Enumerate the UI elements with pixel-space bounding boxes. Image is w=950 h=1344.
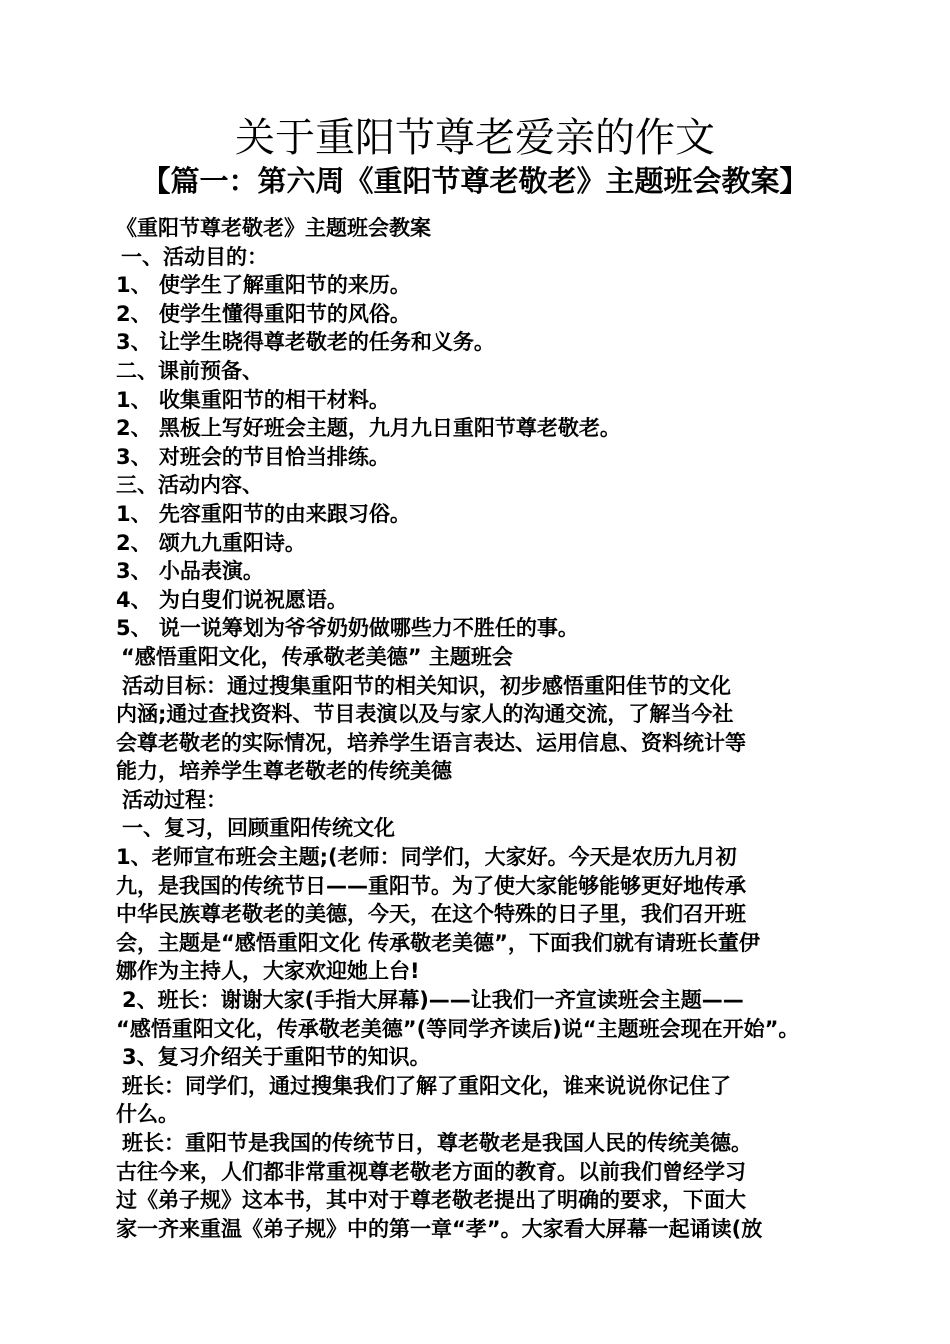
document-body [116, 214, 838, 1243]
section-heading: 《重阳节尊老敬老》主题班会教案 [116, 216, 431, 240]
section-heading: 三、活动内容、 [116, 473, 263, 498]
list-item: 2、 颂九九重阳诗。 [116, 530, 306, 555]
list-item: 4、 为白叟们说祝愿语。 [116, 587, 348, 612]
list-item: 3、 小品表演。 [116, 559, 264, 584]
paragraph-line: 中华民族尊老敬老的美德，今天，在这个特殊的日子里，我们召开班 [116, 902, 746, 927]
paragraph-line: 家一齐来重温《弟子规》中的第一章“孝”。大家看大屏幕一起诵读(放 [116, 1216, 763, 1241]
paragraph-line: “感悟重阳文化，传承敬老美德”(等同学齐读后)说“主题班会现在开始”。 [116, 1016, 800, 1041]
paragraph-line: 娜作为主持人，大家欢迎她上台! [116, 959, 420, 984]
paragraph-line: 会尊老敬老的实际情况，培养学生语言表达、运用信息、资料统计等 [116, 730, 746, 755]
paragraph-line: 能力，培养学生尊老敬老的传统美德 [116, 759, 452, 784]
paragraph-line: 会，主题是“感悟重阳文化 传承敬老美德”，下面我们就有请班长董伊 [116, 930, 760, 955]
list-item: 1、 收集重阳节的相干材料。 [116, 387, 390, 412]
paragraph-line: 九，是我国的传统节日——重阳节。为了使大家能够能够更好地传承 [116, 873, 746, 898]
paragraph-line: 3、复习介绍关于重阳节的知识。 [122, 1045, 431, 1070]
paragraph-line: 活动目标：通过搜集重阳节的相关知识，初步感悟重阳佳节的文化 [122, 673, 731, 698]
list-item: 2、 使学生懂得重阳节的风俗。 [116, 301, 411, 326]
section-heading: 活动过程： [122, 787, 227, 812]
document-title: 关于重阳节尊老爱亲的作文 [235, 115, 715, 161]
list-item: 5、 说一说筹划为爷爷奶奶做哪些力不胜任的事。 [116, 616, 579, 641]
paragraph-line: 班长：同学们，通过搜集我们了解了重阳文化，谁来说说你记住了 [122, 1073, 731, 1098]
list-item: 1、 使学生了解重阳节的来历。 [116, 273, 411, 298]
paragraph-line: 1、老师宣布班会主题;(老师：同学们，大家好。今天是农历九月初 [116, 845, 737, 870]
paragraph-line: 过《弟子规》这本书，其中对于尊老敬老提出了明确的要求，下面大 [116, 1188, 746, 1213]
list-item: 2、 黑板上写好班会主题，九月九日重阳节尊老敬老。 [116, 416, 621, 441]
list-item: 1、 先容重阳节的由来跟习俗。 [116, 501, 411, 526]
list-item: 3、 让学生晓得尊老敬老的任务和义务。 [116, 330, 495, 355]
section-heading: 二、课前预备、 [116, 358, 263, 383]
paragraph-line: 内涵;通过查找资料、节目表演以及与家人的沟通交流，了解当今社 [116, 702, 734, 727]
paragraph-line: 2、班长：谢谢大家(手指大屏幕)——让我们一齐宣读班会主题—— [122, 988, 744, 1013]
paragraph-line: 什么。 [116, 1102, 179, 1127]
paragraph-line: 班长：重阳节是我国的传统节日，尊老敬老是我国人民的传统美德。 [122, 1131, 752, 1155]
document-subtitle: 【篇一：第六周《重阳节尊老敬老》主题班会教案】 [141, 164, 809, 198]
list-item: 3、 对班会的节目恰当排练。 [116, 444, 390, 469]
section-heading: 一、复习，回顾重阳传统文化 [122, 816, 395, 841]
section-heading: 一、活动目的： [121, 244, 268, 269]
section-heading: “感悟重阳文化，传承敬老美德” 主题班会 [121, 644, 513, 669]
paragraph-line: 古往今来，人们都非常重视尊老敬老方面的教育。以前我们曾经学习 [116, 1159, 746, 1184]
